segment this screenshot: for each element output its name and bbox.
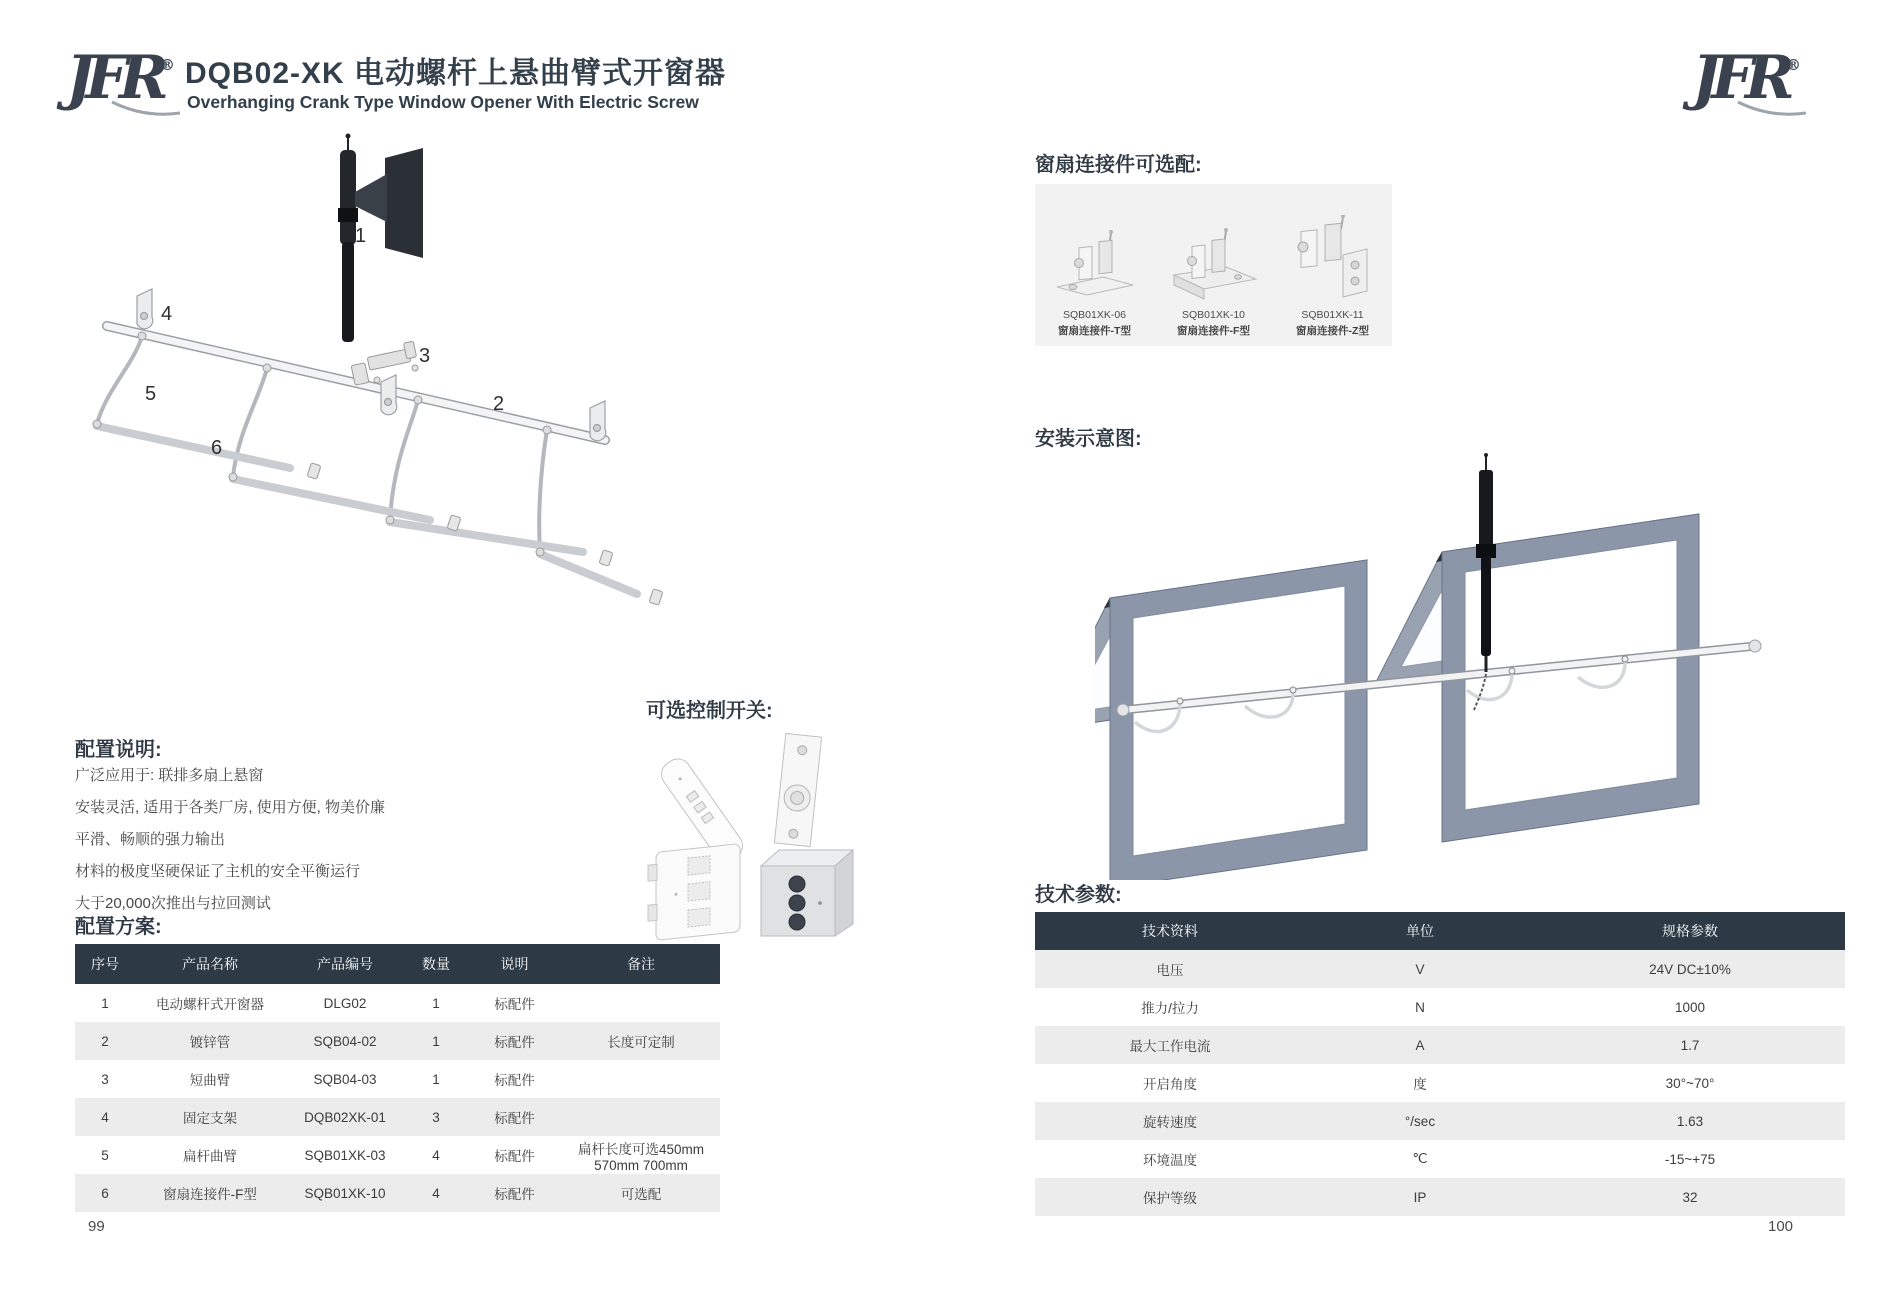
table-cell: 1	[75, 984, 135, 1022]
flat-bars	[97, 426, 637, 594]
installation-diagram	[1095, 448, 1805, 880]
table-row	[1035, 1140, 1845, 1178]
connector-name: 窗扇连接件-T型	[1058, 325, 1131, 337]
control-switch-title: 可选控制开关:	[646, 700, 773, 722]
page-number-left: 99	[88, 1218, 105, 1235]
connector-z-image	[1287, 215, 1379, 305]
connector-code: SQB01XK-06	[1062, 309, 1127, 321]
table-row	[75, 1098, 720, 1136]
table-cell: IP	[1305, 1178, 1535, 1216]
table-cell: 电动螺杆式开窗器	[135, 984, 285, 1022]
desc-line: 材料的极度坚硬保证了主机的安全平衡运行	[75, 863, 361, 880]
table-cell: SQB01XK-03	[285, 1136, 405, 1174]
key-switch	[774, 733, 821, 846]
table-cell: 32	[1535, 1178, 1845, 1216]
connector-f-image	[1168, 227, 1260, 305]
table-cell: 4	[405, 1136, 467, 1174]
table-cell: SQB01XK-10	[285, 1174, 405, 1212]
config-desc-title: 配置说明:	[75, 739, 162, 761]
col-header-product-code: 产品编号	[285, 944, 405, 984]
table-cell: 30°~70°	[1535, 1064, 1845, 1102]
table-row	[75, 1060, 720, 1098]
callout-5: 5	[145, 383, 157, 405]
table-cell: ℃	[1305, 1140, 1535, 1178]
table-cell: 1	[405, 1060, 467, 1098]
table-cell: 最大工作电流	[1035, 1026, 1305, 1064]
control-box	[761, 850, 853, 936]
col-header-value: 规格参数	[1535, 912, 1845, 950]
table-cell: 3	[75, 1060, 135, 1098]
table-row	[75, 1022, 720, 1060]
callout-4: 4	[161, 303, 173, 325]
table-cell: 4	[75, 1098, 135, 1136]
table-cell	[562, 984, 720, 1022]
config-plan-title: 配置方案:	[75, 916, 162, 938]
config-desc-list	[75, 764, 385, 924]
desc-line: 广泛应用于: 联排多扇上悬窗	[75, 767, 264, 784]
table-cell: °/sec	[1305, 1102, 1535, 1140]
callout-2: 2	[493, 393, 505, 415]
brand-logo-text: JFR	[66, 43, 160, 113]
table-cell: 窗扇连接件-F型	[135, 1174, 285, 1212]
table-cell: SQB04-02	[285, 1022, 405, 1060]
connector-code: SQB01XK-11	[1301, 309, 1364, 321]
table-cell	[562, 1098, 720, 1136]
connector-name: 窗扇连接件-Z型	[1296, 325, 1369, 337]
logo-swoosh	[1736, 100, 1810, 118]
table-cell: 1	[405, 984, 467, 1022]
table-cell: 环境温度	[1035, 1140, 1305, 1178]
connector-option-z	[1278, 215, 1388, 338]
connector-options-title: 窗扇连接件可选配:	[1035, 154, 1202, 176]
table-cell: N	[1305, 988, 1535, 1026]
exploded-parts-diagram	[85, 130, 805, 675]
table-cell: A	[1305, 1026, 1535, 1064]
page-subtitle: Overhanging Crank Type Window Opener With Electric Screw	[187, 92, 699, 112]
table-cell: 长度可定制	[562, 1022, 720, 1060]
col-header-qty: 数量	[405, 944, 467, 984]
col-header-unit: 单位	[1305, 912, 1535, 950]
table-cell: 标配件	[467, 1060, 562, 1098]
table-cell: 扁杆长度可选450mm 570mm 700mm	[562, 1136, 720, 1174]
table-cell: V	[1305, 950, 1535, 988]
connector-name: 窗扇连接件-F型	[1177, 325, 1250, 337]
tech-params-table	[1035, 912, 1845, 1216]
table-row	[1035, 1026, 1845, 1064]
connector-options-panel	[1035, 184, 1392, 346]
table-cell: 标配件	[467, 984, 562, 1022]
control-switch-images	[630, 720, 880, 942]
table-header-row	[75, 944, 720, 984]
col-header-product-name: 产品名称	[135, 944, 285, 984]
table-cell: 标配件	[467, 1098, 562, 1136]
table-cell: 标配件	[467, 1136, 562, 1174]
page-number-right: 100	[1768, 1218, 1794, 1235]
tech-params-title: 技术参数:	[1035, 884, 1122, 906]
table-cell: 推力/拉力	[1035, 988, 1305, 1026]
connector-t-image	[1049, 227, 1141, 305]
col-header-remark: 备注	[562, 944, 720, 984]
table-cell: 开启角度	[1035, 1064, 1305, 1102]
table-cell: -15~+75	[1535, 1140, 1845, 1178]
table-cell: 2	[75, 1022, 135, 1060]
table-row	[75, 1174, 720, 1212]
table-cell: 1.63	[1535, 1102, 1845, 1140]
window-left	[1095, 560, 1367, 880]
table-cell: 保护等级	[1035, 1178, 1305, 1216]
table-cell: 5	[75, 1136, 135, 1174]
page-title: DQB02-XK 电动螺杆上悬曲臂式开窗器	[185, 57, 727, 90]
wall-switch-panel	[648, 844, 740, 942]
brand-logo-right	[1692, 43, 1801, 113]
connector-option-t	[1040, 227, 1150, 338]
col-header-index: 序号	[75, 944, 135, 984]
callout-3: 3	[419, 345, 431, 367]
table-cell: 6	[75, 1174, 135, 1212]
table-cell: 24V DC±10%	[1535, 950, 1845, 988]
table-cell: 短曲臂	[135, 1060, 285, 1098]
desc-line: 大于20,000次推出与拉回测试	[75, 895, 271, 912]
table-header-row	[1035, 912, 1845, 950]
table-cell: 旋转速度	[1035, 1102, 1305, 1140]
registered-mark: ®	[1785, 56, 1801, 74]
table-row	[1035, 950, 1845, 988]
table-cell: 电压	[1035, 950, 1305, 988]
desc-line: 安装灵活, 适用于各类厂房, 使用方便, 物美价廉	[75, 799, 386, 816]
brand-logo-left	[66, 43, 175, 113]
table-cell: 固定支架	[135, 1098, 285, 1136]
registered-mark: ®	[159, 56, 175, 74]
table-cell: 标配件	[467, 1174, 562, 1212]
brand-logo-text: JFR	[1692, 43, 1786, 113]
table-cell: 扁杆曲臂	[135, 1136, 285, 1174]
col-header-note: 说明	[467, 944, 562, 984]
col-header-spec: 技术资料	[1035, 912, 1305, 950]
table-cell: 度	[1305, 1064, 1535, 1102]
table-cell: SQB04-03	[285, 1060, 405, 1098]
table-cell: 3	[405, 1098, 467, 1136]
table-cell: DQB02XK-01	[285, 1098, 405, 1136]
config-plan-table	[75, 944, 720, 1212]
table-cell: 1000	[1535, 988, 1845, 1026]
table-row	[75, 984, 720, 1022]
table-cell: 镀锌管	[135, 1022, 285, 1060]
table-cell: 1.7	[1535, 1026, 1845, 1064]
desc-line: 平滑、畅顺的强力输出	[75, 831, 226, 848]
table-row	[1035, 1178, 1845, 1216]
short-crank-arm	[351, 341, 418, 385]
callout-6: 6	[211, 437, 223, 459]
table-row	[1035, 1064, 1845, 1102]
connector-option-f	[1159, 227, 1269, 338]
table-row	[75, 1136, 720, 1174]
logo-swoosh	[110, 100, 184, 118]
table-cell: 1	[405, 1022, 467, 1060]
connector-code: SQB01XK-10	[1181, 309, 1246, 321]
table-row	[1035, 1102, 1845, 1140]
table-cell: DLG02	[285, 984, 405, 1022]
table-cell: 4	[405, 1174, 467, 1212]
table-cell: 标配件	[467, 1022, 562, 1060]
table-row	[1035, 988, 1845, 1026]
install-diagram-title: 安装示意图:	[1035, 428, 1142, 450]
table-cell	[562, 1060, 720, 1098]
mounting-plate	[385, 148, 423, 258]
electric-screw-actuator	[338, 134, 423, 343]
table-cell: 可选配	[562, 1174, 720, 1212]
callout-1: 1	[355, 225, 367, 247]
